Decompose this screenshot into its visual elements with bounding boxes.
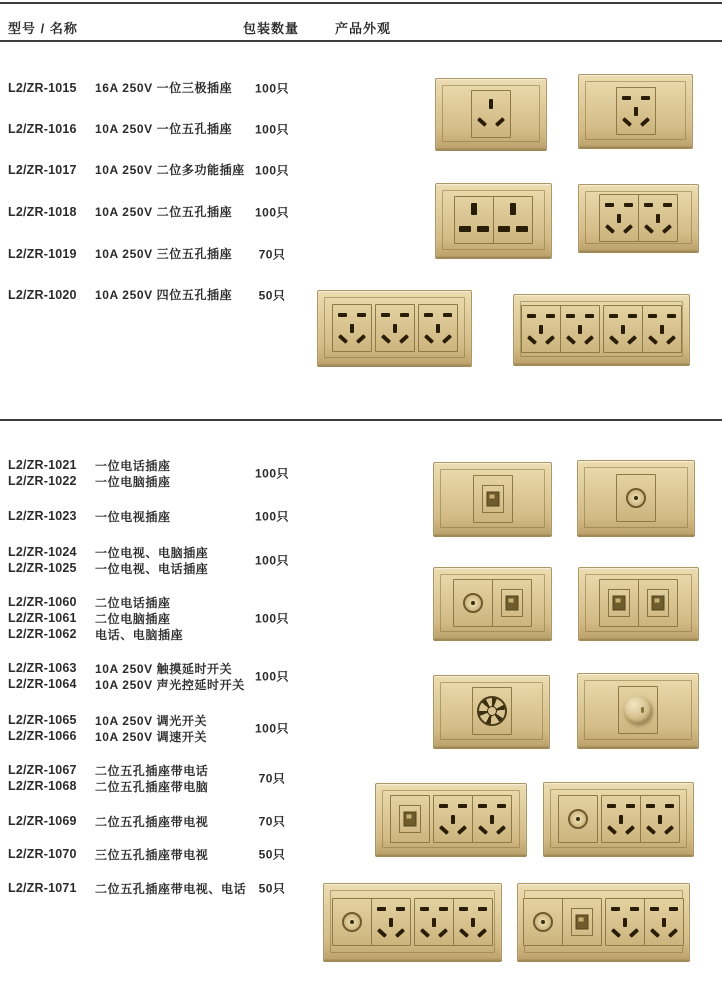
jack-opening — [652, 596, 665, 611]
package-quantity: 70只 — [258, 814, 286, 829]
tv-module — [333, 899, 371, 945]
socket5-module — [644, 899, 683, 945]
plate-1gang-3pole-socket — [435, 78, 547, 149]
socket-slot — [477, 117, 487, 127]
plate-4gang-5hole-socket — [513, 294, 690, 364]
product-name: 10A 250V 声光控延时开关 — [95, 677, 245, 692]
socket-slot — [663, 825, 673, 835]
coax-pin — [576, 817, 580, 821]
socket5-module — [642, 306, 681, 352]
model-code: L2/ZR-1017 — [8, 162, 77, 177]
package-quantity: 100只 — [254, 163, 290, 177]
socket-slot — [527, 335, 537, 345]
product-name: 一位电视、电话插座 — [95, 561, 209, 576]
product-name: 10A 250V 一位五孔插座 — [95, 122, 233, 136]
socket-slot — [377, 928, 387, 938]
socket-slot — [628, 314, 637, 318]
socket-slot — [639, 117, 649, 127]
package-quantity: 100只 — [254, 669, 290, 684]
module-frame — [599, 194, 678, 242]
socket-slot — [658, 815, 662, 824]
socket-slot — [668, 928, 678, 938]
tv-module — [559, 796, 597, 842]
socket-slot — [458, 804, 467, 808]
jack-pin — [579, 917, 584, 921]
module-frame — [618, 686, 658, 734]
product-group — [8, 712, 304, 744]
soundlight-module — [473, 688, 511, 734]
socket-slot — [660, 325, 664, 334]
jack-pin — [489, 494, 494, 498]
socket-slot — [584, 335, 594, 345]
module-frame — [616, 474, 656, 522]
socket-slot — [609, 314, 618, 318]
socket5-module — [333, 305, 371, 351]
socket-slot — [420, 907, 429, 911]
socket5-module — [617, 88, 655, 134]
socket-slot — [510, 203, 516, 215]
package-quantity: 70只 — [258, 247, 286, 261]
socket-slot — [585, 314, 594, 318]
module-frame — [599, 579, 678, 627]
rotary-knob-icon — [624, 696, 652, 724]
model-code: L2/ZR-1016 — [8, 121, 77, 136]
socket5-module — [638, 195, 677, 241]
socket-slot — [609, 335, 619, 345]
socket-slot — [607, 804, 616, 808]
socket-slot — [622, 96, 631, 100]
model-code: L2/ZR-1060 — [8, 595, 77, 609]
socket5-module — [560, 306, 599, 352]
product-group — [8, 457, 304, 489]
product-group — [8, 846, 304, 862]
socket-slot — [439, 825, 449, 835]
socket-slot — [420, 928, 430, 938]
socket-slot — [459, 907, 468, 911]
jack-frame — [608, 589, 630, 617]
product-name: 三位五孔插座带电视 — [95, 847, 209, 862]
socket5-module — [606, 899, 644, 945]
coax-connector-icon — [533, 912, 553, 932]
socket-slot — [471, 918, 475, 927]
plate-2gang-multi-socket — [435, 183, 552, 257]
socket-slot — [623, 918, 627, 927]
socket-slot — [478, 907, 487, 911]
socket-slot — [459, 226, 471, 232]
plate-soundlight-switch — [433, 675, 550, 747]
socket-slot — [477, 226, 489, 232]
jack-pin — [655, 599, 660, 603]
product-group — [8, 594, 304, 642]
socket-slot — [489, 99, 493, 109]
product-name: 二位五孔插座带电视 — [95, 814, 209, 829]
socket-slot — [471, 203, 477, 215]
rj-module — [600, 580, 638, 626]
model-code: L2/ZR-1067 — [8, 763, 77, 777]
rj-module — [638, 580, 677, 626]
socket-slot — [432, 918, 436, 927]
socket5-module — [453, 899, 492, 945]
jack-opening — [613, 596, 626, 611]
socket-slot — [443, 313, 452, 317]
socket-slot — [627, 335, 637, 345]
socket-slot — [478, 825, 488, 835]
socket-slot — [490, 815, 494, 824]
package-quantity: 50只 — [258, 847, 286, 862]
socket5-module — [371, 899, 410, 945]
tv-module — [524, 899, 562, 945]
rj-module — [492, 580, 531, 626]
section-divider-line — [0, 419, 722, 421]
module-frame — [471, 90, 511, 138]
socket-slot — [381, 313, 390, 317]
socket-slot — [619, 815, 623, 824]
socket5-module — [602, 796, 640, 842]
header-underline — [0, 40, 722, 42]
model-code: L2/ZR-1021 — [8, 458, 77, 472]
product-row — [8, 626, 304, 642]
coax-connector-icon — [463, 593, 483, 613]
socket-slot — [451, 815, 455, 824]
socket-slot — [663, 203, 672, 207]
socket-slot — [606, 825, 616, 835]
plate-phone-jack — [433, 462, 552, 535]
socket-slot — [611, 907, 620, 911]
product-group — [8, 762, 304, 794]
product-name: 二位五孔插座带电视、电话 — [95, 881, 247, 896]
plate-tv-and-jack — [433, 567, 552, 639]
module-frame — [603, 305, 682, 353]
socket5-module — [419, 305, 457, 351]
socket-slot — [634, 107, 638, 116]
socket-slot — [436, 324, 440, 333]
top-rule-line — [0, 2, 722, 4]
socket-slot — [650, 928, 660, 938]
socket5-module — [522, 306, 560, 352]
model-code: L2/ZR-1062 — [8, 627, 77, 641]
socket-slot — [626, 804, 635, 808]
model-code: L2/ZR-1070 — [8, 847, 77, 861]
product-group — [8, 246, 304, 261]
socket5-module — [604, 306, 642, 352]
dimmer-module — [619, 687, 657, 733]
module-frame — [332, 304, 372, 352]
model-code: L2/ZR-1023 — [8, 509, 77, 523]
socket-slot — [338, 313, 347, 317]
module-frame — [605, 898, 684, 946]
socket-slot — [662, 224, 672, 234]
socket-slot — [621, 325, 625, 334]
product-name: 一位电话插座 — [95, 458, 171, 473]
product-name: 一位电视、电脑插座 — [95, 545, 209, 560]
column-header-quantity: 包装数量 — [243, 21, 300, 36]
model-code: L2/ZR-1022 — [8, 474, 77, 488]
socket-slot — [357, 313, 366, 317]
socket-slot — [648, 335, 658, 345]
module-frame — [472, 687, 512, 735]
product-name: 二位电脑插座 — [95, 611, 171, 626]
socket-slot — [377, 907, 386, 911]
module-frame — [390, 795, 430, 843]
socket-slot — [644, 203, 653, 207]
tv-module — [454, 580, 492, 626]
socket-slot — [629, 928, 639, 938]
socket-slot — [497, 804, 506, 808]
jack-frame — [399, 805, 421, 833]
plate-double-jack — [578, 567, 699, 639]
multi-module — [493, 197, 532, 243]
socket-slot — [566, 335, 576, 345]
package-quantity: 100只 — [254, 509, 290, 524]
jack-frame — [571, 908, 593, 936]
socket-slot — [605, 224, 615, 234]
socket3-module — [472, 91, 510, 137]
product-group — [8, 880, 304, 896]
module-frame — [523, 898, 602, 946]
socket-slot — [605, 203, 614, 207]
tv-module — [617, 475, 655, 521]
package-quantity: 100只 — [254, 466, 290, 481]
model-code: L2/ZR-1018 — [8, 204, 77, 219]
coax-connector-icon — [342, 912, 362, 932]
module-frame — [521, 305, 600, 353]
product-group — [8, 660, 304, 692]
socket-slot — [389, 918, 393, 927]
module-frame — [601, 795, 680, 843]
socket5-module — [434, 796, 472, 842]
module-frame — [558, 795, 598, 843]
socket-slot — [648, 314, 657, 318]
coax-pin — [471, 601, 475, 605]
product-group — [8, 544, 304, 576]
product-group — [8, 287, 304, 302]
jack-frame — [482, 485, 504, 513]
socket-slot — [516, 226, 528, 232]
socket-slot — [424, 313, 433, 317]
module-frame — [616, 87, 656, 135]
socket-slot — [630, 907, 639, 911]
jack-opening — [506, 596, 519, 611]
socket5-module — [472, 796, 511, 842]
socket-slot — [350, 324, 354, 333]
socket-slot — [578, 325, 582, 334]
socket-slot — [396, 907, 405, 911]
jack-pin — [407, 815, 412, 819]
socket-slot — [478, 804, 487, 808]
product-name: 10A 250V 调速开关 — [95, 729, 208, 744]
module-frame — [332, 898, 411, 946]
socket-slot — [611, 928, 621, 938]
socket-slot — [355, 334, 365, 344]
socket5-module — [376, 305, 414, 351]
socket-slot — [398, 334, 408, 344]
model-code: L2/ZR-1061 — [8, 611, 77, 625]
jack-opening — [404, 812, 417, 827]
model-code: L2/ZR-1069 — [8, 814, 77, 828]
product-name: 10A 250V 调光开关 — [95, 713, 208, 728]
model-code: L2/ZR-1064 — [8, 677, 77, 691]
rj-module — [391, 796, 429, 842]
package-quantity: 100只 — [254, 81, 290, 95]
product-name: 二位电话插座 — [95, 595, 171, 610]
package-quantity: 50只 — [258, 881, 286, 896]
socket-slot — [539, 325, 543, 334]
product-name: 10A 250V 四位五孔插座 — [95, 288, 233, 302]
model-code: L2/ZR-1063 — [8, 661, 77, 675]
module-frame — [375, 304, 415, 352]
model-code: L2/ZR-1068 — [8, 779, 77, 793]
package-quantity: 100只 — [254, 205, 290, 219]
socket-slot — [645, 825, 655, 835]
product-name: 一位电脑插座 — [95, 474, 171, 489]
model-code: L2/ZR-1065 — [8, 713, 77, 727]
socket-slot — [400, 313, 409, 317]
jack-opening — [486, 491, 499, 506]
rj-module — [474, 476, 512, 522]
socket-slot — [669, 907, 678, 911]
socket-slot — [566, 314, 575, 318]
plate-tv-3x5hole — [323, 883, 502, 960]
column-header-model-name: 型号 / 名称 — [8, 21, 78, 36]
socket-slot — [644, 224, 654, 234]
package-quantity: 50只 — [258, 288, 286, 302]
socket-slot — [546, 314, 555, 318]
product-name: 一位电视插座 — [95, 509, 171, 524]
plate-tv-2x5hole — [543, 782, 694, 855]
socket-slot — [624, 825, 634, 835]
product-group — [8, 508, 304, 524]
coax-pin — [541, 920, 545, 924]
multi-module — [455, 197, 493, 243]
socket-slot — [439, 804, 448, 808]
jack-pin — [616, 599, 621, 603]
product-name: 10A 250V 触摸延时开关 — [95, 661, 233, 676]
socket-slot — [665, 804, 674, 808]
product-name: 二位五孔插座带电话 — [95, 763, 209, 778]
socket-slot — [495, 117, 505, 127]
jack-frame — [647, 589, 669, 617]
model-code: L2/ZR-1071 — [8, 881, 77, 895]
socket5-module — [415, 899, 453, 945]
product-row — [8, 594, 304, 610]
socket-slot — [496, 825, 506, 835]
product-name: 电话、电脑插座 — [95, 627, 184, 642]
column-header-appearance: 产品外观 — [335, 21, 392, 36]
product-name: 10A 250V 二位多功能插座 — [95, 163, 245, 177]
socket-slot — [641, 96, 650, 100]
coax-connector-icon — [568, 809, 588, 829]
plate-2gang-5hole-socket — [578, 184, 699, 251]
jack-pin — [509, 599, 514, 603]
product-group — [8, 204, 304, 219]
socket5-module — [640, 796, 679, 842]
model-code: L2/ZR-1019 — [8, 246, 77, 261]
package-quantity: 100只 — [254, 553, 290, 568]
module-frame — [433, 795, 512, 843]
product-name: 10A 250V 二位五孔插座 — [95, 205, 233, 219]
plate-3gang-5hole-socket — [317, 290, 472, 365]
socket5-module — [600, 195, 638, 241]
socket-slot — [337, 334, 347, 344]
product-group — [8, 121, 304, 136]
model-code: L2/ZR-1024 — [8, 545, 77, 559]
socket-slot — [650, 907, 659, 911]
socket-slot — [459, 928, 469, 938]
socket-slot — [667, 314, 676, 318]
module-frame — [473, 475, 513, 523]
socket-slot — [477, 928, 487, 938]
socket-slot — [662, 918, 666, 927]
socket-slot — [617, 214, 621, 223]
socket-slot — [623, 224, 633, 234]
socket-slot — [498, 226, 510, 232]
module-frame — [414, 898, 493, 946]
socket-slot — [395, 928, 405, 938]
product-group — [8, 162, 304, 177]
rj-module — [562, 899, 601, 945]
module-frame — [453, 579, 532, 627]
model-code: L2/ZR-1020 — [8, 287, 77, 302]
model-code: L2/ZR-1025 — [8, 561, 77, 575]
product-group — [8, 80, 304, 95]
product-name: 二位五孔插座带电脑 — [95, 779, 209, 794]
plate-jack-2x5hole — [375, 783, 527, 855]
socket-slot — [545, 335, 555, 345]
socket-slot — [441, 334, 451, 344]
model-code: L2/ZR-1015 — [8, 80, 77, 95]
package-quantity: 100只 — [254, 122, 290, 136]
socket-slot — [393, 324, 397, 333]
product-name: 10A 250V 三位五孔插座 — [95, 247, 233, 261]
socket-slot — [439, 907, 448, 911]
plate-1gang-5hole-socket — [578, 74, 693, 147]
product-name: 16A 250V 一位三极插座 — [95, 81, 233, 95]
socket-slot — [457, 825, 467, 835]
socket-slot — [380, 334, 390, 344]
plate-tv-socket — [577, 460, 695, 535]
socket-slot — [527, 314, 536, 318]
socket-slot — [624, 203, 633, 207]
socket-slot — [656, 214, 660, 223]
package-quantity: 100只 — [254, 721, 290, 736]
package-quantity: 100只 — [254, 611, 290, 626]
coax-connector-icon — [626, 488, 646, 508]
jack-frame — [501, 589, 523, 617]
speaker-grille-icon — [477, 696, 507, 726]
module-frame — [418, 304, 458, 352]
coax-pin — [634, 496, 638, 500]
plate-tv-jack-2x5hole — [517, 883, 690, 960]
model-code: L2/ZR-1066 — [8, 729, 77, 743]
coax-pin — [350, 920, 354, 924]
jack-opening — [576, 914, 589, 929]
socket-slot — [621, 117, 631, 127]
plate-dimmer-switch — [577, 673, 699, 747]
socket-slot — [423, 334, 433, 344]
product-group — [8, 813, 304, 829]
module-frame — [454, 196, 533, 244]
socket-slot — [438, 928, 448, 938]
socket-slot — [646, 804, 655, 808]
socket-slot — [666, 335, 676, 345]
package-quantity: 70只 — [258, 771, 286, 786]
